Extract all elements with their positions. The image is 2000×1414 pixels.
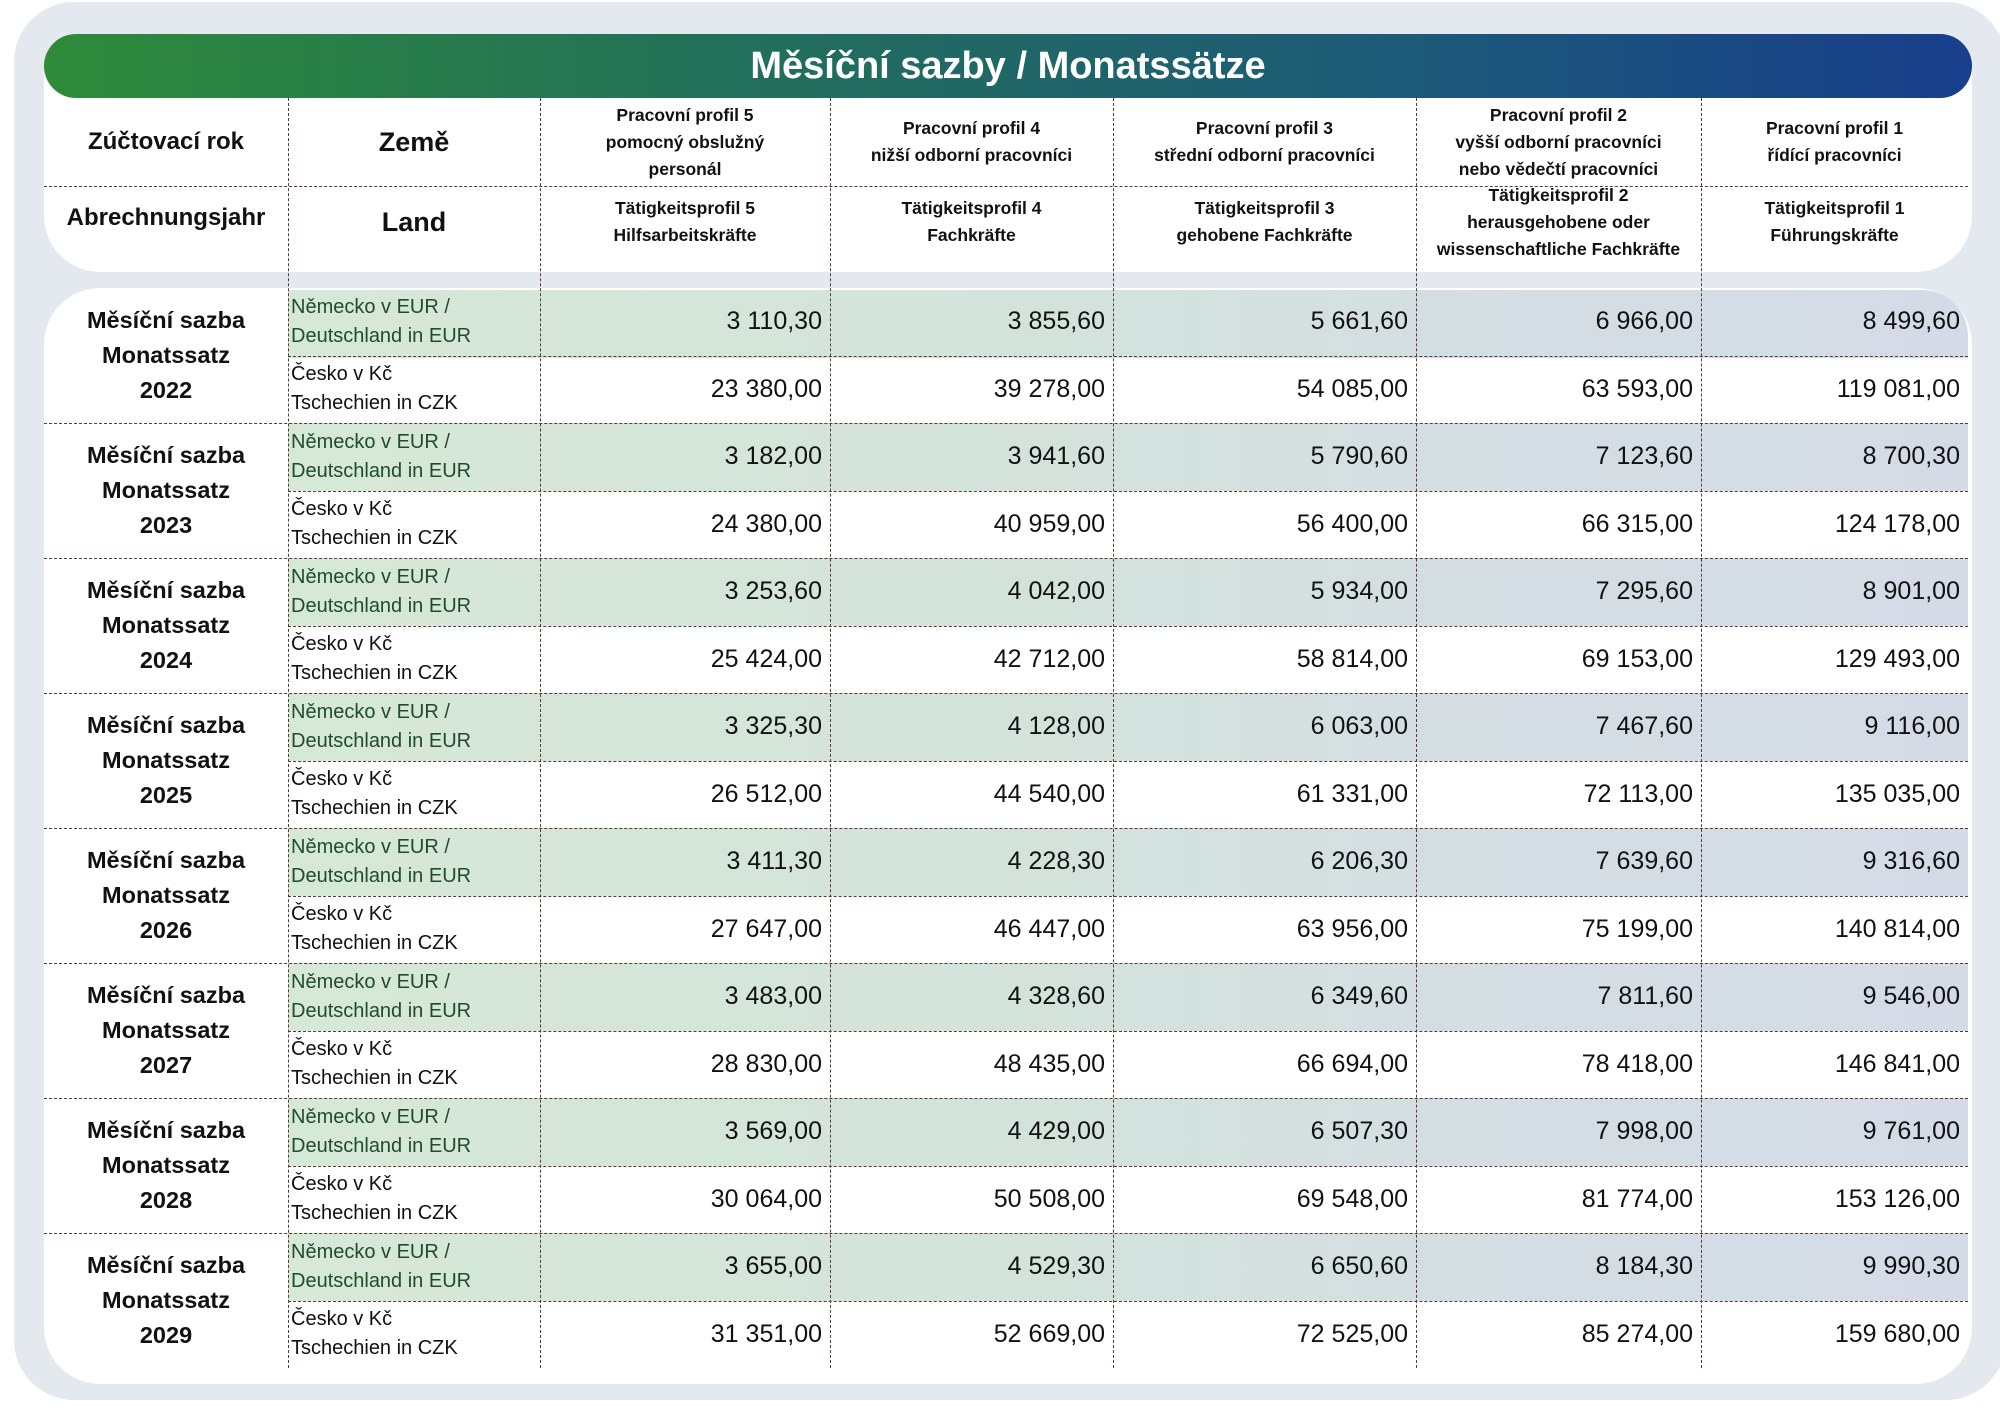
country-label-eur [291, 423, 536, 491]
country-label-eur [291, 828, 536, 896]
header-profile-1-cz [1701, 98, 1968, 186]
country-line: Deutschland in EUR [291, 459, 472, 482]
header-profile-line: Tätigkeitsprofil 2 [1488, 184, 1629, 205]
rate-value-czk-profile-4: 52 669,00 [993, 1319, 1105, 1348]
country-line: Německo v EUR / [291, 430, 450, 453]
rate-label-cz: Měsíční sazba [86, 1252, 246, 1278]
header-profile-1-de [1701, 186, 1968, 258]
column-divider [288, 98, 289, 1368]
country-line: Tschechien in CZK [291, 392, 458, 415]
rate-value-czk-profile-3: 56 400,00 [1296, 509, 1408, 538]
rate-value-czk-profile-5: 23 380,00 [710, 374, 822, 403]
country-line: Deutschland in EUR [291, 864, 472, 887]
year-value: 2028 [139, 1187, 193, 1213]
rate-value-czk-profile-4: 46 447,00 [993, 914, 1105, 943]
rate-label-de: Monatssatz [102, 747, 230, 773]
rate-label-de: Monatssatz [102, 1017, 230, 1043]
country-line: Deutschland in EUR [291, 729, 472, 752]
country-line: Česko v Kč [291, 768, 393, 791]
country-line: Tschechien in CZK [291, 527, 458, 550]
rate-label-cz: Měsíční sazba [86, 982, 246, 1008]
header-profile-line: personál [648, 158, 722, 179]
rate-value-czk-profile-5: 30 064,00 [710, 1184, 822, 1213]
rate-value-czk-profile-5: 25 424,00 [710, 644, 822, 673]
rate-value-eur-profile-4: 4 529,30 [1007, 1252, 1105, 1281]
rate-value-eur-profile-5: 3 182,00 [724, 442, 822, 471]
country-line: Tschechien in CZK [291, 1067, 458, 1090]
rate-value-czk-profile-5: 27 647,00 [710, 914, 822, 943]
rate-value-eur-profile-1: 9 546,00 [1862, 982, 1960, 1011]
country-line: Německo v EUR / [291, 700, 450, 723]
header-profile-line: nižší odborní pracovníci [870, 145, 1073, 165]
country-label-eur [291, 1233, 536, 1301]
rate-value-czk-profile-2: 69 153,00 [1581, 644, 1693, 673]
rate-value-eur-profile-5: 3 655,00 [724, 1252, 822, 1281]
row-divider [44, 423, 1968, 424]
rate-value-eur-profile-1: 8 499,60 [1862, 307, 1960, 336]
country-line: Německo v EUR / [291, 565, 450, 588]
rate-value-eur-profile-2: 7 998,00 [1595, 1117, 1693, 1146]
rate-value-czk-profile-2: 85 274,00 [1581, 1319, 1693, 1348]
country-label-czk [291, 1301, 536, 1369]
country-line: Česko v Kč [291, 1173, 393, 1196]
year-label [44, 828, 288, 963]
rate-value-czk-profile-2: 66 315,00 [1581, 509, 1693, 538]
rate-value-eur-profile-4: 3 941,60 [1007, 442, 1105, 471]
rate-value-czk-profile-4: 40 959,00 [993, 509, 1105, 538]
rate-value-eur-profile-1: 9 116,00 [1864, 712, 1960, 741]
rate-value-eur-profile-4: 4 328,60 [1007, 982, 1105, 1011]
country-line: Deutschland in EUR [291, 1134, 472, 1157]
header-country-de: Land [381, 206, 447, 237]
rate-value-czk-profile-3: 66 694,00 [1296, 1049, 1408, 1078]
rate-value-eur-profile-5: 3 483,00 [724, 982, 822, 1011]
rate-value-czk-profile-2: 75 199,00 [1581, 914, 1693, 943]
header-profile-line: Tätigkeitsprofil 5 [614, 198, 755, 218]
rate-label-cz: Měsíční sazba [86, 577, 246, 603]
rate-value-czk-profile-1: 153 126,00 [1834, 1184, 1960, 1213]
year-label [44, 963, 288, 1098]
row-divider [44, 963, 1968, 964]
header-profile-line: wissenschaftliche Fachkräfte [1436, 238, 1681, 259]
header-profile-4-cz [830, 98, 1113, 186]
rate-value-czk-profile-4: 48 435,00 [993, 1049, 1105, 1078]
header-profile-line: Pracovní profil 1 [1765, 118, 1904, 138]
country-line: Deutschland in EUR [291, 324, 472, 347]
rate-value-eur-profile-4: 4 128,00 [1007, 712, 1105, 741]
header-profile-5-de [540, 186, 830, 258]
header-profile-line: střední odborní pracovníci [1154, 145, 1375, 165]
rate-label-cz: Měsíční sazba [86, 442, 246, 468]
header-year-cz: Zúčtovací rok [87, 128, 245, 155]
rate-value-czk-profile-1: 135 035,00 [1834, 779, 1960, 808]
header-profile-line: řídící pracovníci [1767, 145, 1902, 165]
header-profile-line: Pracovní profil 3 [1195, 118, 1334, 138]
year-value: 2026 [139, 917, 193, 943]
rate-value-czk-profile-3: 61 331,00 [1296, 779, 1408, 808]
rate-label-cz: Měsíční sazba [86, 847, 246, 873]
rate-value-czk-profile-1: 119 081,00 [1836, 374, 1960, 403]
rate-value-eur-profile-3: 5 790,60 [1310, 442, 1408, 471]
year-value: 2029 [139, 1322, 193, 1348]
rate-label-de: Monatssatz [102, 342, 230, 368]
rate-value-czk-profile-4: 50 508,00 [993, 1184, 1105, 1213]
rate-value-eur-profile-2: 7 467,60 [1595, 712, 1693, 741]
header-profile-line: Führungskräfte [1770, 225, 1899, 245]
page-title: Měsíční sazby / Monatssätze [44, 34, 1972, 98]
header-profile-line: Fachkräfte [927, 225, 1016, 245]
rate-value-czk-profile-4: 39 278,00 [993, 374, 1105, 403]
year-label [44, 288, 288, 423]
rate-value-eur-profile-4: 4 042,00 [1007, 577, 1105, 606]
rate-value-czk-profile-4: 42 712,00 [993, 644, 1105, 673]
rate-value-eur-profile-1: 9 990,30 [1862, 1252, 1960, 1281]
row-divider [44, 1233, 1968, 1234]
year-label [44, 558, 288, 693]
column-divider [540, 98, 541, 1368]
country-label-czk [291, 896, 536, 964]
rate-label-cz: Měsíční sazba [86, 712, 246, 738]
rate-value-czk-profile-3: 69 548,00 [1296, 1184, 1408, 1213]
country-label-czk [291, 1166, 536, 1234]
rate-value-czk-profile-2: 63 593,00 [1581, 374, 1693, 403]
rate-value-czk-profile-3: 72 525,00 [1296, 1319, 1408, 1348]
header-profile-line: gehobene Fachkräfte [1176, 225, 1353, 245]
rate-value-eur-profile-5: 3 411,30 [726, 847, 822, 876]
rate-value-czk-profile-3: 58 814,00 [1296, 644, 1408, 673]
rate-value-eur-profile-5: 3 110,30 [726, 307, 822, 336]
rate-label-cz: Měsíční sazba [86, 1117, 246, 1143]
header-profile-line: nebo vědečtí pracovníci [1458, 158, 1659, 179]
rate-value-czk-profile-2: 81 774,00 [1581, 1184, 1693, 1213]
header-divider [44, 186, 1968, 187]
country-line: Deutschland in EUR [291, 594, 472, 617]
country-line: Česko v Kč [291, 1038, 393, 1061]
year-value: 2027 [139, 1052, 193, 1078]
header-profile-line: Pracovní profil 2 [1489, 104, 1628, 125]
country-label-eur [291, 288, 536, 356]
rate-value-eur-profile-4: 3 855,60 [1007, 307, 1105, 336]
header-profile-line: vyšší odborní pracovníci [1455, 131, 1662, 152]
country-label-czk [291, 761, 536, 829]
row-divider [44, 1098, 1968, 1099]
country-line: Česko v Kč [291, 903, 393, 926]
country-line: Tschechien in CZK [291, 662, 458, 685]
rate-value-eur-profile-4: 4 228,30 [1007, 847, 1105, 876]
year-label [44, 423, 288, 558]
rate-value-czk-profile-1: 146 841,00 [1834, 1049, 1960, 1078]
header-profile-2-de [1416, 186, 1701, 258]
country-line: Německo v EUR / [291, 970, 450, 993]
column-divider [1113, 98, 1114, 1368]
rate-value-czk-profile-3: 63 956,00 [1296, 914, 1408, 943]
column-divider [1416, 98, 1417, 1368]
rate-value-czk-profile-5: 26 512,00 [710, 779, 822, 808]
rate-value-eur-profile-3: 6 349,60 [1310, 982, 1408, 1011]
rate-value-czk-profile-3: 54 085,00 [1296, 374, 1408, 403]
country-label-eur [291, 558, 536, 626]
country-line: Tschechien in CZK [291, 1202, 458, 1225]
country-label-eur [291, 963, 536, 1031]
year-value: 2025 [139, 782, 193, 808]
column-divider [1701, 98, 1702, 1368]
year-label [44, 1233, 288, 1368]
header-profile-line: Hilfsarbeitskräfte [613, 225, 757, 245]
header-year-de: Abrechnungsjahr [66, 204, 266, 231]
country-line: Tschechien in CZK [291, 1337, 458, 1360]
rate-label-cz: Měsíční sazba [86, 307, 246, 333]
row-divider [44, 828, 1968, 829]
rate-value-czk-profile-4: 44 540,00 [993, 779, 1105, 808]
header-profile-4-de [830, 186, 1113, 258]
header-profile-line: Tätigkeitsprofil 1 [1764, 198, 1905, 218]
rate-value-eur-profile-5: 3 253,60 [724, 577, 822, 606]
header-profile-line: herausgehobene oder [1467, 211, 1650, 232]
header-profile-2-cz [1416, 98, 1701, 186]
rate-value-eur-profile-2: 7 639,60 [1595, 847, 1693, 876]
header-profile-3-de [1113, 186, 1416, 258]
country-label-czk [291, 626, 536, 694]
year-label [44, 1098, 288, 1233]
header-profile-line: Pracovní profil 4 [902, 118, 1041, 138]
header-profile-line: Tätigkeitsprofil 4 [901, 198, 1042, 218]
year-value: 2022 [139, 377, 193, 403]
year-label [44, 693, 288, 828]
header-profile-line: Pracovní profil 5 [616, 104, 754, 125]
country-label-czk [291, 356, 536, 424]
row-divider [44, 693, 1968, 694]
row-divider [44, 558, 1968, 559]
header-profile-3-cz [1113, 98, 1416, 186]
country-line: Deutschland in EUR [291, 999, 472, 1022]
country-line: Česko v Kč [291, 498, 393, 521]
rate-value-czk-profile-2: 72 113,00 [1583, 779, 1693, 808]
country-label-eur [291, 693, 536, 761]
rate-value-eur-profile-5: 3 325,30 [724, 712, 822, 741]
country-line: Německo v EUR / [291, 1105, 450, 1128]
rate-value-czk-profile-5: 24 380,00 [710, 509, 822, 538]
rate-value-eur-profile-2: 6 966,00 [1595, 307, 1693, 336]
rate-value-eur-profile-3: 5 661,60 [1310, 307, 1408, 336]
rate-value-eur-profile-2: 7 811,60 [1597, 982, 1693, 1011]
country-line: Česko v Kč [291, 1308, 393, 1331]
rate-label-de: Monatssatz [102, 477, 230, 503]
rate-value-eur-profile-3: 5 934,00 [1310, 577, 1408, 606]
rate-value-eur-profile-3: 6 063,00 [1310, 712, 1408, 741]
rate-value-czk-profile-1: 159 680,00 [1834, 1319, 1960, 1348]
year-value: 2023 [139, 512, 193, 538]
rate-value-eur-profile-4: 4 429,00 [1007, 1117, 1105, 1146]
rate-label-de: Monatssatz [102, 882, 230, 908]
country-line: Německo v EUR / [291, 1240, 450, 1263]
rate-value-eur-profile-1: 9 761,00 [1862, 1117, 1960, 1146]
rate-value-eur-profile-3: 6 507,30 [1310, 1117, 1408, 1146]
rate-value-eur-profile-1: 9 316,60 [1862, 847, 1960, 876]
country-line: Německo v EUR / [291, 295, 450, 318]
country-label-czk [291, 1031, 536, 1099]
rate-value-eur-profile-5: 3 569,00 [724, 1117, 822, 1146]
header-profile-line: Tätigkeitsprofil 3 [1194, 198, 1335, 218]
rate-value-czk-profile-1: 129 493,00 [1834, 644, 1960, 673]
rate-value-czk-profile-1: 140 814,00 [1834, 914, 1960, 943]
header-country-cz: Země [378, 126, 450, 157]
rate-value-eur-profile-1: 8 700,30 [1862, 442, 1960, 471]
column-divider [830, 98, 831, 1368]
rate-label-de: Monatssatz [102, 612, 230, 638]
header-profile-5-cz [540, 98, 830, 186]
country-label-czk [291, 491, 536, 559]
year-value: 2024 [139, 647, 193, 673]
rate-value-czk-profile-2: 78 418,00 [1581, 1049, 1693, 1078]
rate-value-czk-profile-1: 124 178,00 [1834, 509, 1960, 538]
country-line: Německo v EUR / [291, 835, 450, 858]
country-line: Deutschland in EUR [291, 1269, 472, 1292]
rate-value-eur-profile-2: 7 123,60 [1595, 442, 1693, 471]
country-line: Tschechien in CZK [291, 797, 458, 820]
country-line: Česko v Kč [291, 633, 393, 656]
country-label-eur [291, 1098, 536, 1166]
rate-label-de: Monatssatz [102, 1152, 230, 1178]
rate-value-eur-profile-1: 8 901,00 [1862, 577, 1960, 606]
rate-value-czk-profile-5: 28 830,00 [710, 1049, 822, 1078]
rate-value-eur-profile-3: 6 650,60 [1310, 1252, 1408, 1281]
country-line: Česko v Kč [291, 363, 393, 386]
rate-value-eur-profile-2: 7 295,60 [1595, 577, 1693, 606]
header-profile-line: pomocný obslužný [605, 131, 765, 152]
rate-value-czk-profile-5: 31 351,00 [710, 1319, 822, 1348]
rate-value-eur-profile-2: 8 184,30 [1595, 1252, 1693, 1281]
rate-value-eur-profile-3: 6 206,30 [1310, 847, 1408, 876]
country-line: Tschechien in CZK [291, 932, 458, 955]
rate-label-de: Monatssatz [102, 1287, 230, 1313]
